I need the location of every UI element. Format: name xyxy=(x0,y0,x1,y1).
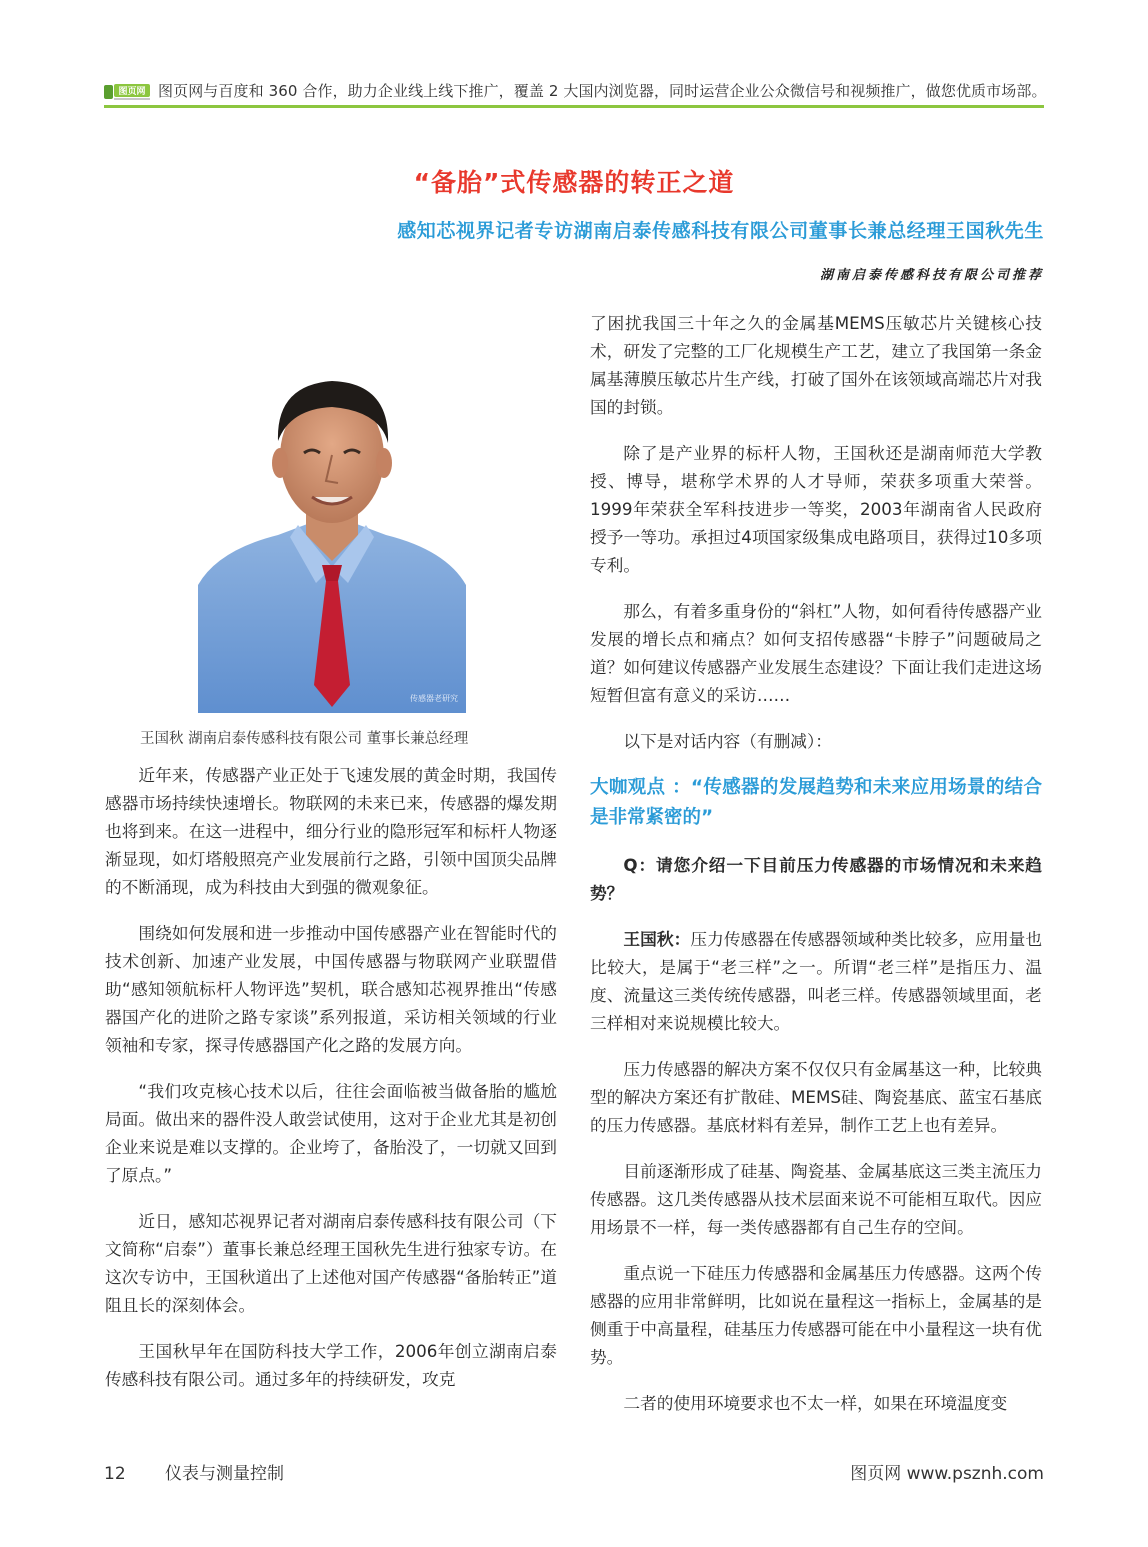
paragraph: 重点说一下硅压力传感器和金属基压力传感器。这两个传感器的应用非常鲜明，比如说在量程这一指标上，金属基的是侧重于中高量程，硅基压力传感器可能在中小量程这一块有优势。 xyxy=(590,1263,1042,1367)
right-column xyxy=(590,309,1042,1435)
portrait-photo xyxy=(198,355,466,713)
page-header xyxy=(104,80,1047,104)
section-heading: 大咖观点 ：“传感器的发展趋势和未来应用场景的结合是非常紧密的” xyxy=(590,777,1042,828)
photo-caption: 王国秋 湖南启泰传感科技有限公司 董事长兼总经理 xyxy=(140,731,469,747)
paragraph: 近日，感知芯视界记者对湖南启泰传感科技有限公司（下文简称“启泰”）董事长兼总经理王国秋先生进行独家专访。在这次专访中，王国秋道出了上述他对国产传感器“备胎转正”道阻且长的深刻体会。 xyxy=(105,1211,557,1315)
recommend-line: 湖南启泰传感科技有限公司推荐 xyxy=(819,268,1044,283)
paragraph: 那么，有着多重身份的“斜杠”人物，如何看待传感器产业发展的增长点和痛点？如何支招传感器“卡脖子”问题破局之道？如何建议传感器产业发展生态建设？下面让我们走进这场短暂但富有意义的采访…… xyxy=(590,601,1042,705)
paragraph: 以下是对话内容（有删减）： xyxy=(623,731,832,751)
article-title: “备胎”式传感器的转正之道 xyxy=(413,168,735,197)
interview-answer xyxy=(590,925,1042,1037)
header-divider xyxy=(104,105,1044,108)
paragraph: 王国秋早年在国防科技大学工作，2006年创立湖南启泰传感科技有限公司。通过多年的持续研发，攻克 xyxy=(105,1341,557,1389)
footer-site: 图页网 www.psznh.com xyxy=(850,1464,1044,1484)
paragraph: 近年来，传感器产业正处于飞速发展的黄金时期，我国传感器市场持续快速增长。物联网的未来已来，传感器的爆发期也将到来。在这一进程中，细分行业的隐形冠军和标杆人物逐渐显现，如灯塔般照亮产业发展前行之路，引领中国顶尖品牌的不断涌现，成为科技由大到强的微观象征。 xyxy=(105,765,557,897)
paragraph: 围绕如何发展和进一步推动中国传感器产业在智能时代的技术创新、加速产业发展，中国传感器与物联网产业联盟借助“感知领航标杆人物评选”契机，联合感知芯视界推出“传感器国产化的进阶之路专家谈”系列报道，采访相关领域的行业领袖和专家，探寻传感器国产化之路的发展方向。 xyxy=(105,923,557,1055)
paragraph: 除了是产业界的标杆人物，王国秋还是湖南师范大学教授、博导，堪称学术界的人才导师，荣获多项重大荣誉。1999年荣获全军科技进步一等奖，2003年湖南省人民政府授予一等功。承担过4项国家级集成电路项目，获得过10多项专利。 xyxy=(590,443,1042,575)
speaker-label: 王国秋： xyxy=(623,929,691,949)
tuyewang-logo xyxy=(104,82,152,102)
answer-text: 压力传感器在传感器领域种类比较多，应用量也比较大，是属于“老三样”之一。所谓“老三样”是指压力、温度、流量这三类传统传感器，叫老三样。传感器领域里面，老三样相对来说规模比较大。 xyxy=(590,929,1043,1033)
magazine-name: 仪表与测量控制 xyxy=(165,1464,285,1484)
paragraph: 二者的使用环境要求也不太一样，如果在环境温度变 xyxy=(623,1393,1008,1413)
quote-paragraph: “我们攻克核心技术以后，往往会面临被当做备胎的尴尬局面。做出来的器件没人敢尝试使用，这对于企业尤其是初创企业来说是难以支撑的。企业垮了，备胎没了，一切就又回到了原点。” xyxy=(105,1081,557,1185)
paragraph: 了困扰我国三十年之久的金属基MEMS压敏芯片关键核心技术，研发了完整的工厂化规模生产工艺，建立了我国第一条金属基薄膜压敏芯片生产线，打破了国外在该领域高端芯片对我国的封锁。 xyxy=(590,313,1042,417)
svg-text:图页网: 图页网 xyxy=(118,87,146,97)
paragraph: 目前逐渐形成了硅基、陶瓷基、金属基底这三类主流压力传感器。这几类传感器从技术层面来说不可能相互取代。因应用场景不一样，每一类传感器都有自己生存的空间。 xyxy=(590,1161,1042,1237)
photo-watermark: 传感器老研究 xyxy=(410,694,458,703)
paragraph: 压力传感器的解决方案不仅仅只有金属基这一种，比较典型的解决方案还有扩散硅、MEMS硅、陶瓷基底、蓝宝石基底的压力传感器。基底材料有差异，制作工艺上也有差异。 xyxy=(590,1059,1042,1135)
article-subtitle: 感知芯视界记者专访湖南启泰传感科技有限公司董事长兼总经理王国秋先生 xyxy=(397,220,1044,242)
page-number: 12 xyxy=(104,1464,126,1484)
header-tagline: 图页网与百度和 360 合作，助力企业线上线下推广，覆盖 2 大国内浏览器，同时运营企业公众微信号和视频推广，做您优质市场部。 xyxy=(158,82,1047,100)
left-column xyxy=(105,761,557,1411)
interview-question: Q：请您介绍一下目前压力传感器的市场情况和未来趋势？ xyxy=(590,855,1042,903)
page-footer-left xyxy=(104,1459,284,1484)
